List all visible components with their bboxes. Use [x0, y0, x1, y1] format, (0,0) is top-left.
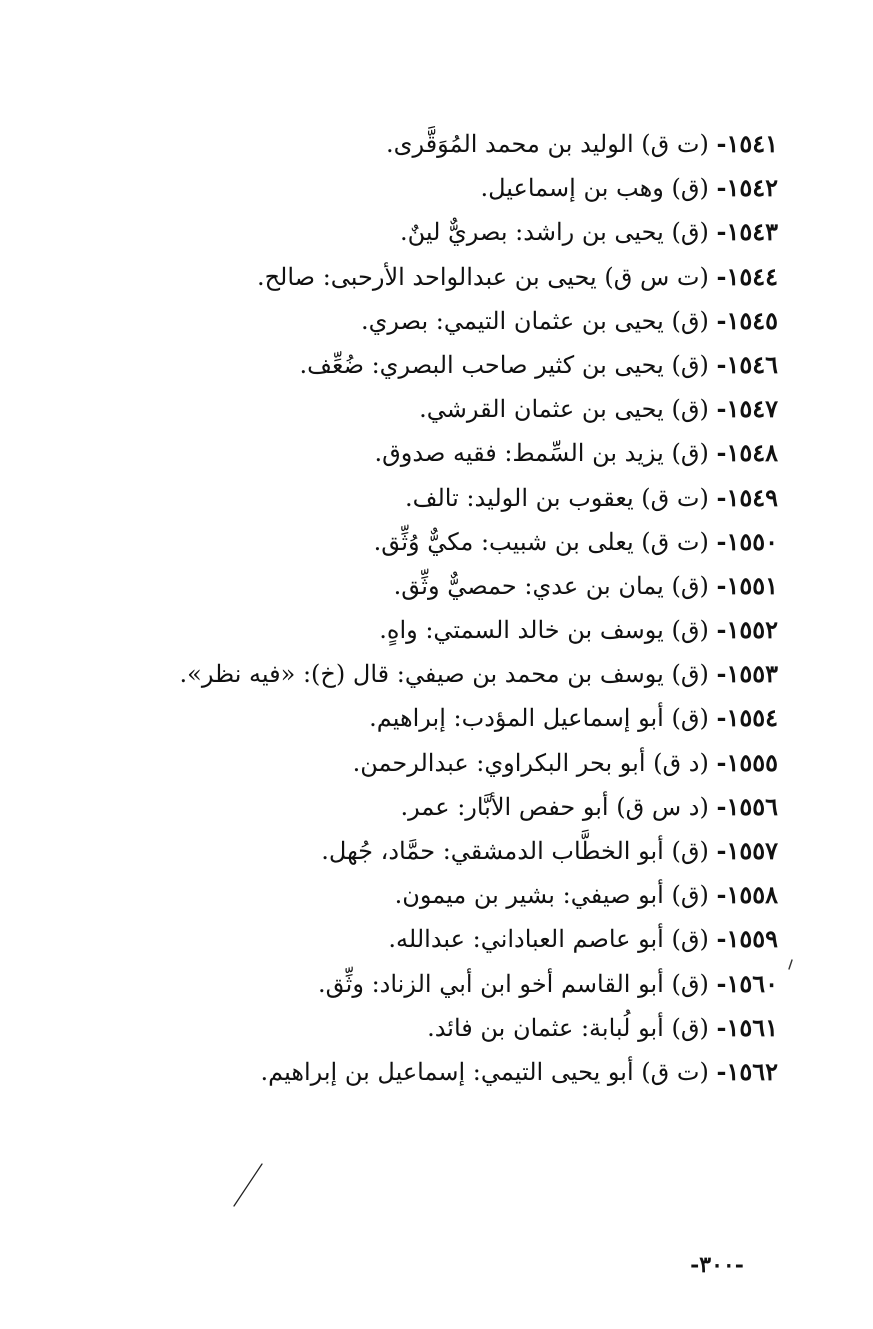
list-item [38, 652, 778, 696]
list-item [38, 343, 778, 387]
entry-text: (ق) يوسف بن خالد السمتي: واهٍ. [379, 616, 709, 645]
entry-number: ١٥٥٤- [716, 703, 778, 733]
entries-list [38, 122, 778, 1094]
entry-text: (ت ق) أبو يحيى التيمي: إسماعيل بن إبراهيم. [260, 1057, 709, 1086]
list-item [38, 917, 778, 961]
entry-text: (ق) يزيد بن السِّمط: فقيه صدوق. [374, 439, 709, 468]
entry-number: ١٥٥٠- [716, 526, 778, 556]
entry-text: (ق) يحيى بن راشد: بصريٌّ لينٌ. [399, 218, 709, 247]
pen-tick-mark [782, 958, 796, 972]
entry-number: ١٥٦٢- [716, 1056, 778, 1086]
entry-text: (ق) يحيى بن كثير صاحب البصري: ضُعِّف. [299, 350, 709, 379]
entry-number: ١٥٦١- [716, 1012, 778, 1042]
entry-number: ١٥٥٧- [716, 836, 778, 865]
list-item [38, 1006, 778, 1050]
entry-text: (د س ق) أبو حفص الأبَّار: عمر. [400, 792, 709, 821]
list-item [38, 873, 778, 917]
list-item [38, 696, 778, 740]
entry-number: ١٥٤٢- [716, 173, 778, 203]
entry-text: (ق) أبو لُبابة: عثمان بن فائد. [427, 1013, 709, 1042]
page-number: -٣٠٠- [690, 1252, 744, 1278]
list-item [38, 962, 778, 1006]
list-item [38, 210, 778, 254]
entry-number: ١٥٥٩- [716, 924, 778, 954]
entry-number: ١٥٥٢- [716, 615, 778, 645]
list-item [38, 608, 778, 652]
entry-number: ١٥٤٤- [716, 261, 778, 291]
entry-text: (ت ق) يعقوب بن الوليد: تالف. [405, 483, 709, 512]
entry-text: (ق) أبو القاسم أخو ابن أبي الزناد: وثِّق. [318, 969, 709, 998]
list-item [38, 476, 778, 520]
entry-number: ١٥٥٣- [716, 659, 778, 689]
entry-number: ١٥٥٥- [716, 747, 778, 777]
entry-number: ١٥٥٦- [716, 791, 778, 821]
entry-text: (ق) أبو إسماعيل المؤدب: إبراهيم. [369, 704, 709, 733]
pen-stroke-mark [228, 1160, 268, 1210]
entry-text: (ت ق) يعلى بن شبيب: مكيٌّ وُثِّق. [373, 527, 709, 556]
entry-number: ١٥٤٣- [716, 217, 778, 247]
entry-text: (ق) أبو الخطَّاب الدمشقي: حمَّاد، جُهل. [321, 837, 709, 865]
list-item [38, 387, 778, 431]
list-item [38, 299, 778, 343]
entry-number: ١٥٥١- [716, 570, 778, 600]
entry-text: (ت س ق) يحيى بن عبدالواحد الأرحبى: صالح. [256, 262, 709, 291]
list-item [38, 122, 778, 166]
entry-number: ١٥٤٧- [716, 394, 778, 424]
list-item [38, 431, 778, 475]
list-item [38, 741, 778, 785]
entry-number: ١٥٤١- [716, 129, 778, 158]
entry-number: ١٥٤٦- [716, 349, 778, 379]
entry-text: (ق) أبو صيفي: بشير بن ميمون. [394, 881, 709, 910]
list-item [38, 785, 778, 829]
list-item [38, 166, 778, 210]
entry-number: ١٥٤٨- [716, 438, 778, 468]
entry-text: (ق) يحيى بن عثمان القرشي. [419, 395, 709, 424]
list-item [38, 520, 778, 564]
entry-text: (ق) يمان بن عدي: حمصيٌّ وثِّق. [393, 571, 709, 600]
list-item [38, 1050, 778, 1094]
entry-text: (ق) وهب بن إسماعيل. [480, 174, 709, 203]
entry-text: (ق) أبو عاصم العباداني: عبدالله. [388, 925, 709, 954]
entry-number: ١٥٥٨- [716, 880, 778, 910]
list-item [38, 255, 778, 299]
entry-number: ١٥٦٠- [716, 968, 778, 998]
entry-text: (ق) يوسف بن محمد بن صيفي: قال (خ): «فيه نظر». [179, 660, 709, 689]
entry-number: ١٥٤٩- [716, 482, 778, 512]
list-item [38, 829, 778, 873]
entry-text: (د ق) أبو بحر البكراوي: عبدالرحمن. [352, 748, 709, 777]
entry-number: ١٥٤٥- [716, 305, 778, 335]
list-item [38, 564, 778, 608]
entry-text: (ق) يحيى بن عثمان التيمي: بصري. [361, 306, 709, 335]
entry-text: (ت ق) الوليد بن محمد المُوَقَّرى. [386, 130, 709, 158]
